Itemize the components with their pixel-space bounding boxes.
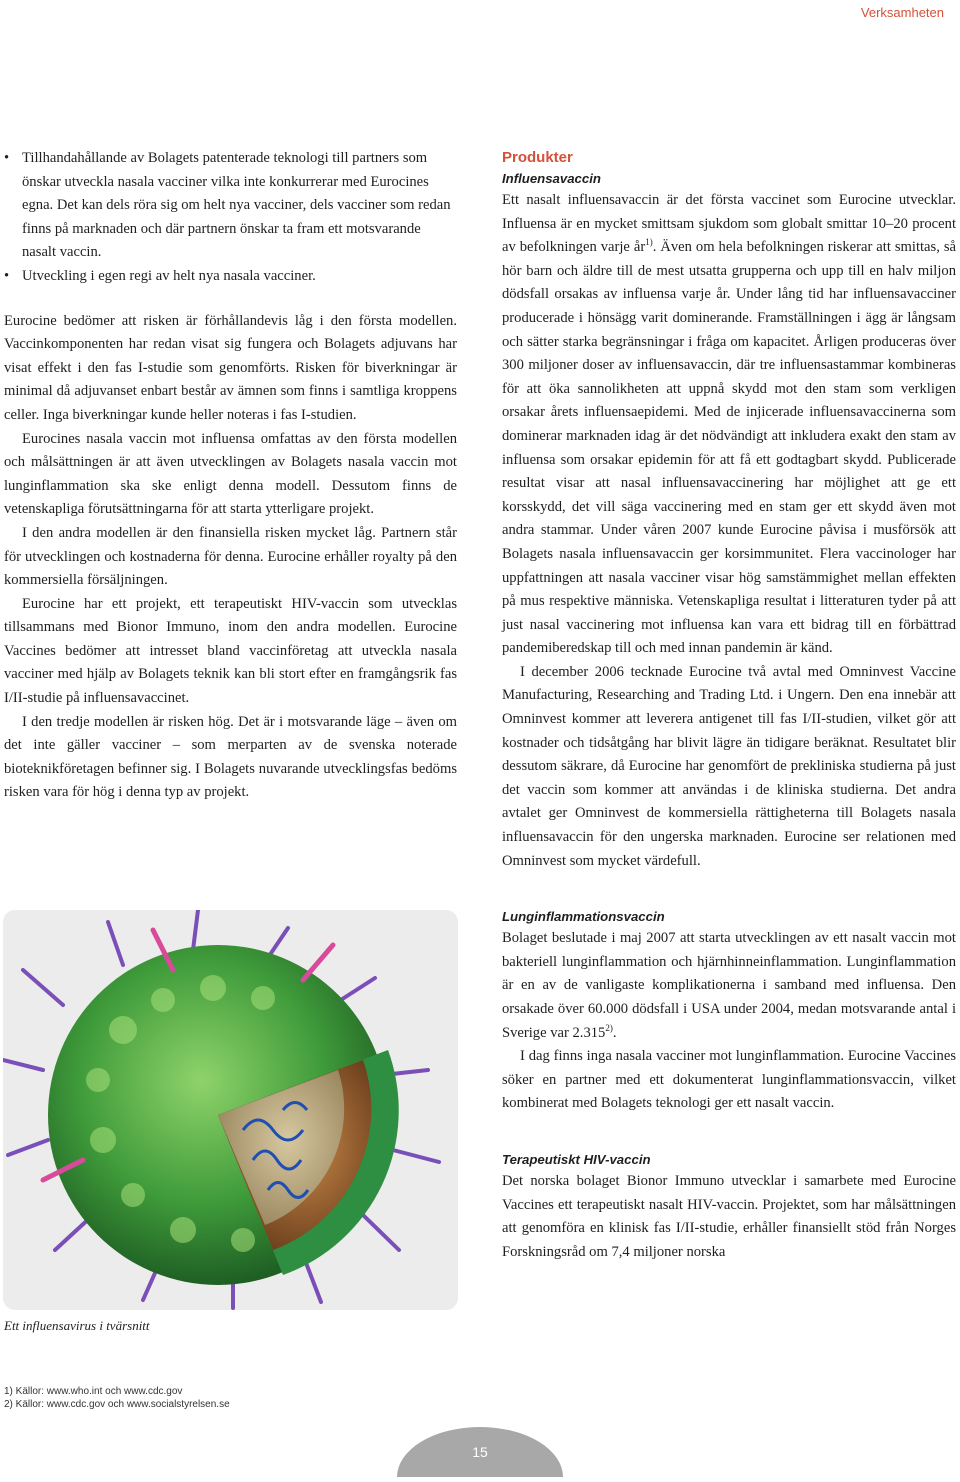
section-header: Verksamheten: [860, 5, 944, 20]
bullet-item: • Tillhandahållande av Bolagets patenterade teknologi till partners som önskar utveckla nasala vacciner vilka inte konkurrerar med Eurocines egna. Det kan dels röra sig om helt nya vacciner, dels vacciner som redan finns på marknaden och där partnern önskar ta fram ett motsvarande nasalt vaccin.: [4, 147, 457, 265]
paragraph: [502, 189, 956, 661]
paragraph: Det norska bolaget Bionor Immuno utvecklar i samarbete med Eurocine Vaccines ett terapeutiskt nasalt HIV-vaccin. Projektet, som har målsättningen att genomföra en klinisk fas I/II-studie, erhåller finansiellt stöd från Norges Forskningsråd om 7,4 miljoner norska: [502, 1172, 956, 1260]
subheading-hiv: Terapeutiskt HIV-vaccin: [502, 1151, 651, 1167]
paragraph: I den andra modellen är den finansiella risken mycket låg. Partnern står för utvecklingen och kostnaderna för denna. Eurocine erhåller royalty på den kommersiella försäljningen.: [4, 524, 457, 589]
footnote: 2) Källor: www.cdc.gov och www.socialstyrelsen.se: [4, 1399, 230, 1410]
bullet-item: • Utveckling i egen regi av helt nya nasala vacciner.: [4, 265, 457, 289]
section-heading: Produkter: [502, 149, 573, 166]
footnote: 1) Källor: www.who.int och www.cdc.gov: [4, 1386, 183, 1397]
right-column: [502, 147, 956, 1264]
paragraph: I den tredje modellen är risken hög. Det är i motsvarande läge – även om det inte gäller vacciner – som merparten av de svenska noterade bioteknikföretagen befinner sig. I Bolagets nuvarande utvecklingsfas bedöms risken vara för hög i denna typ av projekt.: [4, 713, 457, 801]
paragraph: [502, 927, 956, 1045]
subheading-lunginflammation: Lunginflammationsvaccin: [502, 909, 665, 925]
footnotes: [4, 1385, 230, 1411]
influenza-virus-illustration: [3, 910, 458, 1310]
paragraph: Eurocine bedömer att risken är förhållandevis låg i den första modellen. Vaccinkomponenten har redan visat sig fungera och Bolagets adjuvans har visat effekt i den fas I-studie som genomförts. Risken för biverkningar är minimal då adjuvanset enbart består av ämnen som finns i samtliga kroppens celler. Inga biverkningar kunde heller noteras i fas I-studien.: [4, 312, 457, 423]
paragraph: Eurocine har ett projekt, ett terapeutiskt HIV-vaccin som utvecklas tillsammans med Bionor Immuno, inom den andra modellen. Eurocine Vaccines bedömer att intresset bland vaccinföretag att utveckla nasala vacciner med hjälp av Bolagets teknik kan bli stort efter en framgångsrik fas I/II-studie på influensavaccinet.: [4, 595, 457, 707]
subheading-influensa: Influensavaccin: [502, 171, 601, 186]
figure-caption: Ett influensavirus i tvärsnitt: [4, 1318, 150, 1333]
paragraph: Eurocines nasala vaccin mot influensa omfattas av den första modellen och målsättningen är att även utvecklingen av Bolagets nasala vaccin mot lunginflammation ska ske enligt denna modell. Dessutom finns de vetenskapliga förutsättningarna för att starta ytterligare projekt.: [4, 430, 457, 518]
footnote-ref: 1): [645, 237, 653, 248]
paragraph: I december 2006 tecknade Eurocine två avtal med Omninvest Vaccine Manufacturing, Researching and Trading Ltd. i Ungern. Den ena innebär att Omninvest kommer att leverera antigenet till fas I/II-studien, vilket gör att kostnader och tidsåtgång har blivit lägre än tidigare beräknat. Resultatet blir dessutom säkrare, då Eurocine har genomfört de prekliniska studierna på just det vaccin som kommer att användas i de kliniska studierna. Det andra avtalet ger Omninvest de kommersiella rättigheterna till Bolagets nasala influensavaccin för den ungerska marknaden. Eurocine ser relationen med Omninvest som mycket värdefull.: [502, 663, 956, 869]
text: Ett nasalt influensavaccin är det första vaccinet som Eurocine utvecklar. Influensa är en mycket smittsam sjukdom som globalt smittar 10–20 procent av befolkningen varje år: [502, 192, 956, 256]
text: Bolaget beslutade i maj 2007 att starta utvecklingen av ett nasalt vaccin mot bakteriell lunginflammation och hjärnhinneinflammation. Lunginflammation är en av de vanligaste komplikationerna i samband med influensa. Den orsakade över 60.000 dödsfall i USA under 2004, medan motsvarande antal i Sverige var 2.315: [502, 930, 956, 1041]
footnote-ref: 2): [605, 1022, 613, 1033]
paragraph: I dag finns inga nasala vacciner mot lunginflammation. Eurocine Vaccines söker en partner med ett dokumenterat lunginflammationsvaccin, vilket kombinerat med Bolagets teknologi ger ett nasalt vaccin.: [502, 1048, 956, 1112]
model-bullet-list: [4, 147, 457, 289]
text: .: [612, 1024, 617, 1041]
virus-cross-section-image: [3, 910, 458, 1310]
text: . Även om hela befolkningen riskerar att smittas, så hör barn och äldre till de mest utsatta grupperna och upp till en halv miljon dödsfall orsakas av influensa varje år. Under lång tid har influensavacciner producerade i hönsägg varit dominerande. Framställningen i ägg är långsam och sätter starka begränsningar i fråga om kapacitet. Årligen produceras över 300 miljoner doser av influensavaccin, där tre influensastammar kombineras för att öka sannolikheten att uppnå skydd mot den stam som verkligen orsakar årets influensaepidemi. Med de injicerade influensavaccinerna som dominerar marknaden idag är det nödvändigt att inkludera exakt den stam av influensa som orsakar epidemin för att få ett godtagbart skydd. Publicerade resultat visar att nasal influensavaccinering har möjlighet att ge ett korsskydd, det vill säga vaccinering med en stam ger ett skydd även mot andra stammar. Under våren 2007 kunde Eurocine påvisa i musförsök att Bolagets nasala influensavaccin ger korsimmunitet. Flera vaccinologer har uppfattningen att nasala vacciner visar hög samstämmighet mellan effekten på mus respektive människa. Vetenskapliga resultat i litteraturen tyder på att just nasal vaccinering mot influensa kan vara ett bidrag till en förbättrad pandemiberedskap till och med innan pandemin är känd.: [502, 239, 956, 657]
left-column: [4, 147, 457, 805]
page-number: 15: [397, 1427, 563, 1477]
